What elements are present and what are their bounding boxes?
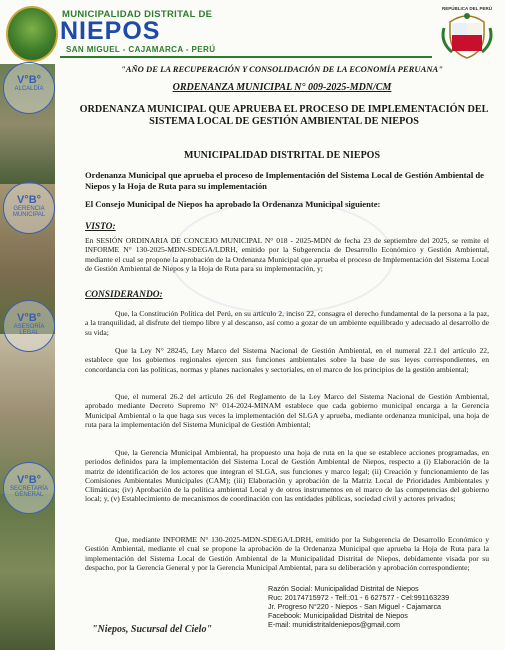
municipality-line: MUNICIPALIDAD DISTRITAL DE <box>62 9 213 20</box>
approval-stamp: V°B° SECRETARÍA GENERAL <box>3 462 55 514</box>
council-statement: El Consejo Municipal de Niepos ha aprobado la Ordenanza Municipal siguiente: <box>85 199 381 209</box>
contact-line: Jr. Progreso N°220 - Niepos - San Miguel - Cajamarca <box>268 602 442 611</box>
considerando-paragraph: Que, el numeral 26.2 del artículo 26 del Reglamento de la Ley Marco del Sistema Nacional de Gestión Ambiental, aprobado mediante Decreto Supremo N° 014-2024-MINAM establece que cada gobierno municipal encarga a la Gerencia Municipal Ambiental o la que haga sus veces la implementación del SLGA y aprueba, mediante ordenanza municipal, una hoja de ruta para la implementación del Sistema Municipal de Gestión Ambiental; <box>85 392 489 429</box>
year-motto: "AÑO DE LA RECUPERACIÓN Y CONSOLIDACIÓN DE LA ECONOMÍA PERUANA" <box>120 64 444 74</box>
visto-heading: VISTO: <box>85 222 116 232</box>
issuing-municipality: MUNICIPALIDAD DISTRITAL DE NIEPOS <box>183 150 381 161</box>
approval-stamp: V°B° GERENCIA MUNICIPAL <box>3 182 55 234</box>
contact-line: Ruc: 20174715972 - Telf.:01 - 6 627577 - Cel:991163239 <box>268 593 450 602</box>
header-divider <box>60 56 432 58</box>
visto-paragraph: En SESIÓN ORDINARIA DE CONCEJO MUNICIPAL N° 018 - 2025-MDN de fecha 23 de septiembre del 2025, se remite el INFORME N° 130-2025-MDN-SDEGA/LDRH, emitido por la Subgerencia de Desarrollo Económico y Gestión Ambiental, mediante el cual se propone la aprobación de la Ordenanza Municipal que aprueba el proceso de Implementación del Sistema Local de Gestión Ambiental de Niepos y la Hoja de Ruta para su implementación, y; <box>85 236 489 273</box>
considerando-paragraph: Que, mediante INFORME N° 130-2025-MDN-SDEGA/LDRH, emitido por la Subgerencia de Desarrollo Económico y Gestión Ambiental, mediante el cual se propone la aprobación de la Ordenanza Municipal que aprueba la Hoja de Ruta para la implementación del Sistema Local de Gestión Ambiental de la Municipalidad Distrital de Niepos, debidamente visada por su despacho, por la Gerencia General y por la Gerencia Municipal Ambiental, para su deliberación y aprobación correspondiente; <box>85 535 489 572</box>
footer-contact <box>268 584 504 629</box>
approval-stamp: V°B° ALCALDÍA <box>3 62 55 114</box>
left-photo-strip <box>0 64 55 650</box>
republic-label: REPÚBLICA DEL PERÚ <box>441 6 492 11</box>
contact-line: E-mail: munidistritaldeniepos@gmail.com <box>268 620 400 629</box>
footer-slogan: "Niepos, Sucursal del Cielo" <box>92 624 212 635</box>
municipal-logo <box>6 6 58 62</box>
considerando-heading: CONSIDERANDO: <box>85 290 163 300</box>
considerando-paragraph: Que, la Gerencia Municipal Ambiental, ha propuesto una hoja de ruta en la que se establece acciones programadas, en periodos definidos para la implementación del Sistema Local de Gestión Ambiental de Niepos, respecto a (i) Elaboración de la matriz de identificación de los actores que integran el SLGA, sus funciones y marco legal; (ii) Creación y funcionamiento de las Comisiones Ambientales Municipales (CAM); (iii) Elaboración y aprobación de la Matriz Local de Prioridades Ambientales y Climáticas; (iv) Aprobación de la política ambiental Local y de otros instrumentos en el marco de las competencias del gobierno local; y, (v) Establecimiento de mecanismos de coordinación con las entidades públicas, sociedad civil y actores privados; <box>85 448 489 504</box>
document-title: ORDENANZA MUNICIPAL QUE APRUEBA EL PROCESO DE IMPLEMENTACIÓN DEL SISTEMA LOCAL DE GESTIÓN AMBIENTAL DE NIEPOS <box>79 104 489 127</box>
municipality-name: NIEPOS <box>60 17 161 45</box>
contact-line: Facebook: Municipalidad Distrital de Niepos <box>268 611 408 620</box>
peru-coat-of-arms-icon <box>440 8 494 62</box>
field-photo <box>0 494 55 650</box>
contact-line: Razón Social: Municipalidad Distrital de Niepos <box>268 584 419 593</box>
approval-stamp: V°B° ASESORÍA LEGAL <box>3 300 55 352</box>
ordinance-summary: Ordenanza Municipal que aprueba el proceso de Implementación del Sistema Local de Gestión Ambiental de Niepos y la Hoja de Ruta para su implementación <box>85 170 484 191</box>
considerando-paragraph: Que la Ley N° 28245, Ley Marco del Sistema Nacional de Gestión Ambiental, en el numeral 22.1 del artículo 22, establece que los gobiernos regionales ejercen sus funciones ambientales sobre la base de sus leyes correspondientes, en concordancia con las políticas, normas y planes nacionales y sectoriales, en el marco de los principios de la gestión ambiental; <box>85 346 489 374</box>
ordinance-number: ORDENANZA MUNICIPAL N° 009-2025-MDN/CM <box>172 82 392 93</box>
municipality-location: SAN MIGUEL - CAJAMARCA - PERÚ <box>66 45 216 54</box>
considerando-paragraph: Que, la Constitución Política del Perú, en su artículo 2, inciso 22, consagra el derecho fundamental de la persona a la paz, a la tranquilidad, al disfrute del tiempo libre y al descanso, así como a gozar de un ambiente equilibrado y adecuado al desarrollo de su vida; <box>85 309 489 337</box>
